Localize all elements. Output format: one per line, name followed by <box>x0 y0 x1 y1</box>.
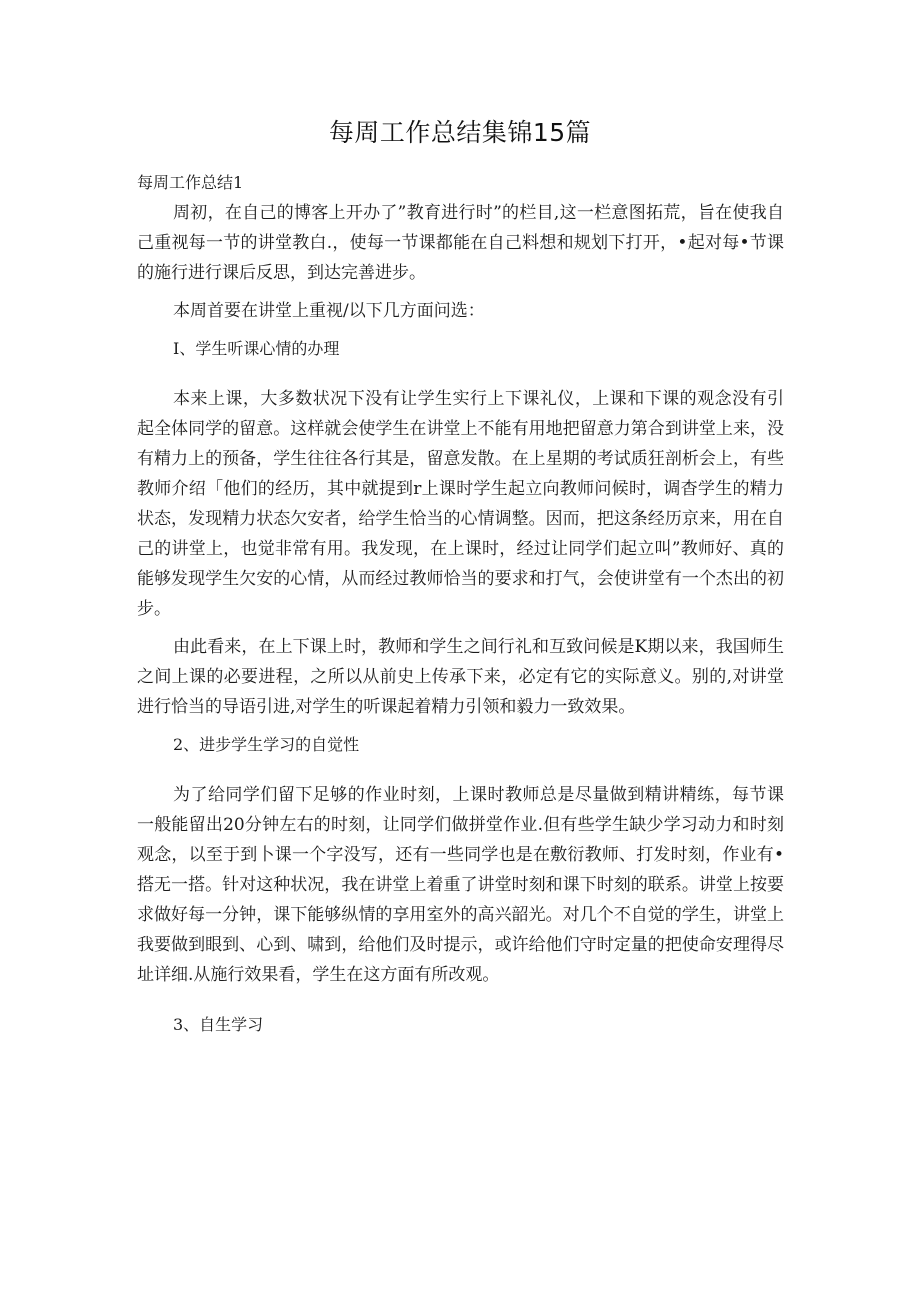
document-body <box>137 168 784 1040</box>
paragraph-focus: 本周首要在讲堂上重视/以下几方面问选： <box>173 301 485 321</box>
paragraph-2-body: 为了给同学们留下足够的作业时刻，上课时教师总是尽量做到精讲精练，每节课一般能留出20分钟左右的时刻，让同学们做拼堂作业.但有些学生缺少学习动力和时刻观念，以至于到卜课一个字没写，还有一些同学也是在敷衍教师、打发时刻，作业有•搭无一搭。针对这种状况，我在讲堂上着重了讲堂时刻和课下时刻的联系。讲堂上按要求做好每一分钟，课下能够纵情的享用室外的高兴韶光。对几个不自觉的学生，讲堂上我要做到眼到、心到、啸到，给他们及时提示，或许给他们守时定量的把使命安理得尽址详细.从施行效果看，学生在这方面有所改观。 <box>137 785 784 985</box>
paragraph-1-body: 本来上课，大多数状况下没有让学生实行上下课礼仪，上课和下课的观念没有引起全体同学的留意。这样就会使学生在讲堂上不能有用地把留意力第合到讲堂上来，没有精力上的预备，学生往往各行其是，留意发散。在上星期的考试质狂剖析会上，有些教师介绍「他们的经历，其中就提到r上课时学生起立向教师问候时，调杳学生的精力状态，发现精力状态欠安者，给学生恰当的心情调整。因而，把这条经历京来，用在自己的讲堂上，也觉非常有用。我发现，在上课时，经过让同学们起立叫”教师好、真的能够发现学生欠安的心情，从而经过教师恰当的要求和打气，会使讲堂有一个杰出的初步。 <box>137 389 784 619</box>
section-heading: 每周工作总结1 <box>137 173 244 192</box>
document-title: 每周工作总结集锦15篇 <box>328 118 592 147</box>
paragraph-intro: 周初，在自己的博客上开办了”教育进行时”的栏目,这一栏意图拓荒，旨在使我自己重视每一节的讲堂教白.，使每一节课都能在自己料想和规划下打开，•起对每•节课的施行进行课后反思，到达完善进步。 <box>137 203 784 283</box>
subheading-2: 2、进步学生学习的自觉性 <box>173 735 360 754</box>
subheading-1: I、学生听课心情的办理 <box>173 339 340 358</box>
paragraph-1-conclusion: 由此看来，在上下课上时，教师和学生之间行礼和互致问候是K期以来，我国师生之间上课的必要进程，之所以从前史上传承下来，必定有它的实际意义。别的,对讲堂进行恰当的导语引进,对学生的听课起着精力引领和毅力一致效果。 <box>137 637 784 717</box>
subheading-3: 3、自生学习 <box>173 1015 264 1034</box>
